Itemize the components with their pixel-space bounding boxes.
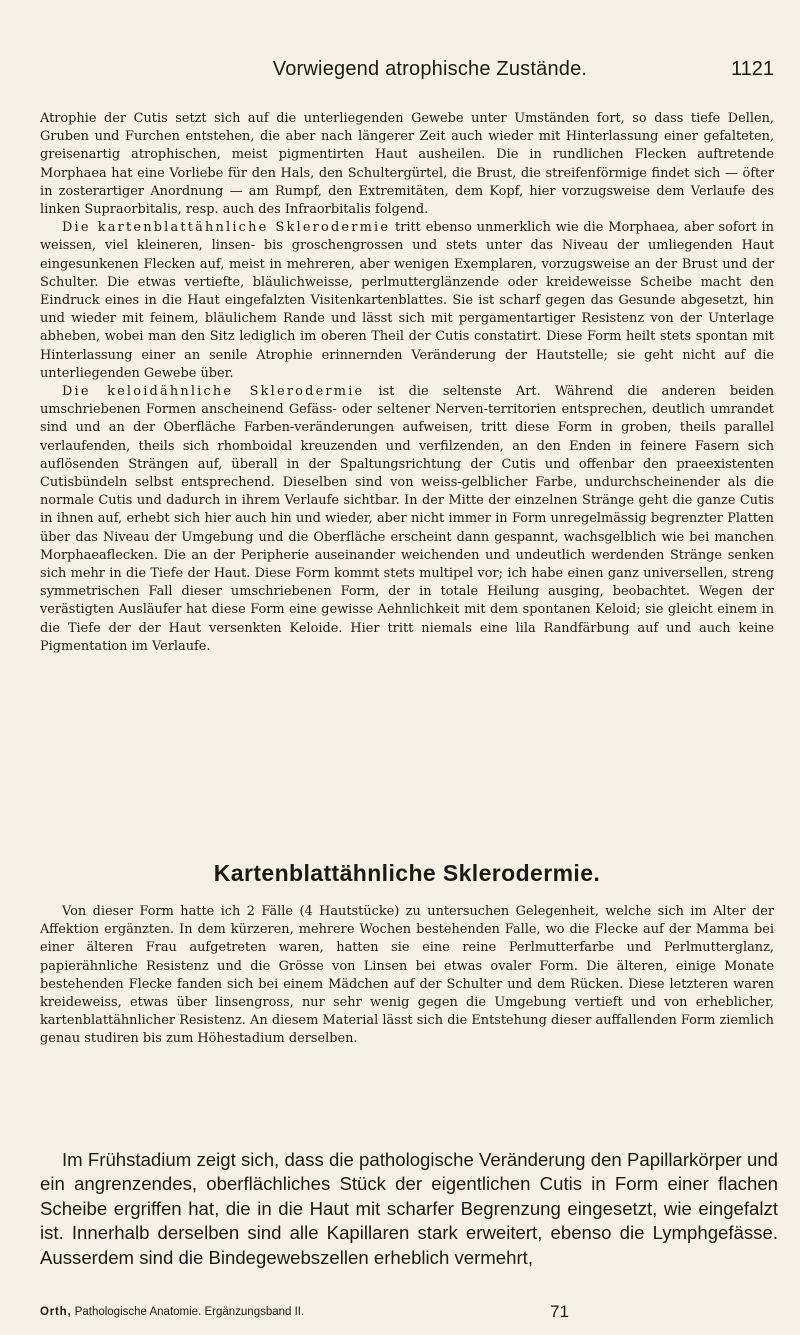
section-text-block xyxy=(40,903,774,1049)
paragraph-keloid-scleroderma xyxy=(40,383,774,656)
paragraph-case-reports: Von dieser Form hatte ich 2 Fälle (4 Hautstücke) zu untersuchen Gelegenheit, welche sich im Alter der Affektion ergänzten. In dem kürzeren, mehrere Wochen bestehenden Falle, wo die Flecke auf der Mamma bei einer älteren Frau aufgetreten waren, hatten sie eine reine Perlmutterfarbe und Perlmutterglanz, papierähnliche Resistenz und die Grösse von Linsen bei etwas ovaler Form. Die älteren, einige Monate bestehenden Flecke fanden sich bei einem Mädchen auf der Schulter und dem Rücken. Diese letzteren waren kreideweiss, etwas über linsengross, nur sehr wenig gegen die Umgebung vertieft und von erheblicher, kartenblattähnlicher Resistenz. An diesem Material lässt sich die Entstehung dieser auffallenden Form ziemlich genau studiren bis zum Höhestadium derselben. xyxy=(40,904,774,1047)
paragraph-card-leaf-scleroderma xyxy=(40,219,774,383)
running-header xyxy=(86,58,774,88)
footer-citation xyxy=(40,1306,304,1318)
intro-text-block xyxy=(40,110,774,656)
running-title: Vorwiegend atrophische Zustände. xyxy=(272,58,588,80)
term-keloid-scleroderma: Die keloidähnliche Sklerodermie xyxy=(62,384,365,400)
page-number: 1121 xyxy=(730,58,774,80)
section-heading: Kartenblattähnliche Sklerodermie. xyxy=(213,860,601,886)
paragraph-card-leaf-text: tritt ebenso unmerklich wie die Morphaea, aber sofort in weissen, viel kleineren, linsen- bis groschengrossen und stets unter das Niveau der umliegenden Haut eingesunkenen Flecken auf, meist in mehreren, aber wenigen Exemplaren, vorzugsweise an der Brust und der Schulter. Die etwas vertiefte, bläulichweisse, perlmutterglänzende oder kreideweisse Scheibe macht den Eindruck eines in die Haut eingefalzten Visitenkartenblattes. Sie ist scharf gegen das Gesunde abgesetzt, hin und wieder mit feinem, bläulichem Rande und lässt sich mit pergamentartiger Resistenz von der Unterlage abheben, wobei man den Sitz lediglich im oberen Theil der Cutis constatirt. Diese Form heilt stets spontan mit Hinterlassung einer an senile Atrophie erinnernden Veränderung der Hautstelle; sie geht nicht auf die unterliegenden Gewebe über. xyxy=(40,220,774,381)
paragraph-atrophy-cutis: Atrophie der Cutis setzt sich auf die unterliegenden Gewebe unter Umständen fort, so dass tiefe Dellen, Gruben und Furchen entstehen, die aber nach längerer Zeit auch wieder mit Hinterlassung einer gefalteten, greisenartig atrophischen, meist pigmentirten Haut ausheilen. Die in rundlichen Flecken auftretende Morphaea hat eine Vorliebe für den Hals, den Schultergürtel, die Brust, die streifenförmige findet sich — öfter in zosterartiger Anordnung — am Rumpf, den Extremitäten, dem Kopf, hier vorzugsweise dem Verlaufe des linken Supraorbitalis, resp. auch des Infraorbitalis folgend. xyxy=(40,111,774,218)
bold-paragraph-block xyxy=(40,1148,778,1270)
printer-signature: 71 xyxy=(550,1302,569,1321)
page-footer xyxy=(40,1302,774,1326)
footer-book-title: Pathologische Anatomie. Ergänzungsband II. xyxy=(71,1306,305,1318)
paragraph-keloid-text: ist die seltenste Art. Während die anderen beiden umschriebenen Formen anscheinend Gefäss- oder seltener Nerven-territorien entsprechen, deutlich umrandet sind und an der Oberfläche Farben-veränderungen aufweisen, tritt diese Form in groben, theils parallel verlaufenden, theils sich rhomboidal kreuzenden und verfilzenden, an den Enden in feinere Fasern sich auflösenden Strängen auf, überall in der Spaltungsrichtung der Cutis und offenbar den praeexistenten Cutisbündeln selbst entsprechend. Dieselben sind von weiss-gelblicher Farbe, undurchscheinender als die normale Cutis und dadurch in ihrem Verlaufe sichtbar. In der Mitte der einzelnen Stränge geht die ganze Cutis in ihnen auf, erhebt sich hier auch hin und wieder, aber nicht immer in Form unregelmässig begrenzter Platten über das Niveau der Umgebung und die Oberfläche erscheint dann gespannt, wachsgelblich wie bei manchen Morphaeaflecken. Die an der Peripherie auseinander weichenden und undeutlich werdenden Stränge senken sich mehr in die Tiefe der Haut. Diese Form kommt stets multipel vor; ich habe einen ganz universellen, streng symmetrischen Fall dieser umschriebenen Form, der in totale Heilung ausging, beobachtet. Wegen der verästigten Ausläufer hat diese Form eine gewisse Aehnlichkeit mit dem spontanen Keloid; sie gleicht einem in die Tiefe der der Haut versenkten Keloide. Hier tritt niemals eine lila Randfärbung auf und auch keine Pigmentation im Verlaufe. xyxy=(40,384,774,654)
term-card-leaf-scleroderma: Die kartenblattähnliche Sklerodermie xyxy=(62,220,391,236)
paragraph-early-stage: Im Frühstadium zeigt sich, dass die pathologische Veränderung den Papillarkörper und ein angrenzendes, oberflächliches Stück der eigentlichen Cutis in Form einer flachen Scheibe ergriffen hat, die in die Haut mit scharfer Begrenzung eingesetzt, wie eingefalzt ist. Innerhalb derselben sind alle Kapillaren stark erweitert, ebenso die Lymphgefässe. Ausserdem sind die Bindegewebszellen erheblich vermehrt, xyxy=(40,1149,778,1268)
footer-author: Orth, xyxy=(40,1306,72,1318)
